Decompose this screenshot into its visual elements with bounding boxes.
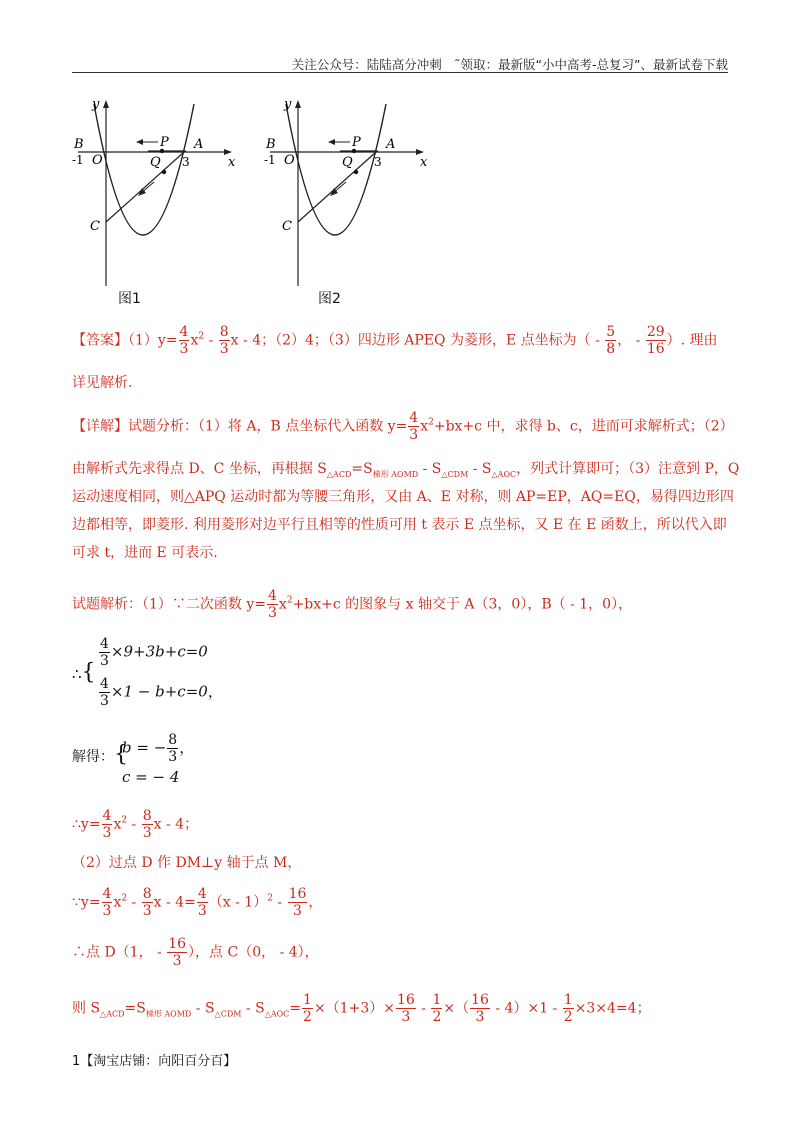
fraction	[99, 676, 110, 709]
numerator: 8	[142, 886, 152, 902]
detail-text: 试题分析：（1）将 A，B 点坐标代入函数 y=	[128, 418, 408, 435]
fraction	[219, 324, 230, 357]
fraction	[646, 324, 666, 357]
solution-text: x - 4；	[153, 816, 199, 833]
area-line	[72, 992, 651, 1025]
fraction	[396, 992, 416, 1025]
solution-text: ∴点 D（1， -	[72, 944, 167, 961]
exponent: 2	[267, 893, 273, 904]
detail-line-4: 边都相等，即菱形. 利用菱形对边平行且相等的性质可用 t 表示 E 点坐标，又 E 在 E 函数上，所以代入即	[72, 517, 727, 533]
equation-text: b = −	[122, 738, 167, 757]
numerator: 8	[142, 808, 152, 824]
denominator: 3	[102, 903, 112, 919]
denominator: 2	[563, 1009, 573, 1025]
equation-text: ×9+3b+c=0	[110, 642, 208, 661]
solution-text: -	[416, 1000, 431, 1017]
page-footer: 1【淘宝店铺：向阳百分百】	[72, 1054, 237, 1069]
solution-text: - 4）×1 -	[490, 1000, 562, 1017]
point-q-label: Q	[342, 155, 353, 170]
solution-text: 则 S	[72, 1000, 101, 1017]
detail-text: - S	[418, 461, 442, 477]
numerator: 4	[179, 324, 189, 340]
detail-line-3: 运动速度相同，则△APQ 运动时都为等腰三角形，又由 A、E 对称，则 AP=EP，AQ=EQ，易得四边形四	[72, 489, 734, 505]
detail-text: =S	[351, 461, 373, 477]
origin-label: O	[92, 153, 103, 168]
part2-title: （2）过点 D 作 DM⊥y 轴于点 M，	[72, 855, 302, 871]
detail-text: 由解析式先求得点 D、C 坐标，再根据 S	[72, 461, 327, 477]
denominator: 3	[100, 693, 109, 709]
answer-text: （1）y=	[128, 332, 178, 349]
page-header: 关注公众号：陆陆高分冲刺 ˜领取：最新版“小中高考-总复习”、最新试卷下载	[291, 57, 728, 72]
numerator: 16	[288, 886, 307, 902]
header-rule	[72, 72, 728, 73]
fraction	[102, 886, 113, 919]
detail-line-1	[72, 410, 734, 443]
detail-text: ，列式计算即可；（3）注意到 P，Q	[516, 461, 740, 477]
solution-text: x - 4=	[153, 894, 196, 911]
equation-1	[98, 636, 208, 669]
point-b-label: B	[74, 137, 84, 152]
therefore-brace	[72, 660, 96, 685]
denominator: 3	[475, 1009, 485, 1025]
fraction	[142, 808, 153, 841]
denominator: 3	[142, 825, 152, 841]
equation-2	[98, 676, 223, 709]
because-line	[72, 886, 322, 919]
fraction	[102, 808, 113, 841]
origin-label: O	[284, 153, 295, 168]
solution-text: ×3×4=4；	[574, 1000, 651, 1017]
solution-text: （x - 1）	[208, 894, 268, 911]
denominator: 3	[268, 605, 277, 621]
solution-text: x	[113, 894, 122, 911]
numerator: 1	[563, 992, 573, 1008]
exponent: 2	[121, 815, 128, 826]
subscript: 梯形 AOMD	[145, 1009, 192, 1019]
numerator: 4	[197, 886, 207, 902]
figure-1-caption: 图1	[118, 291, 141, 307]
numerator: 4	[100, 636, 109, 652]
b-solution	[122, 732, 194, 765]
fraction	[142, 886, 153, 919]
fraction	[288, 886, 308, 919]
denominator: 3	[172, 953, 182, 969]
subscript: △AOC	[264, 1009, 290, 1019]
answer-line-2: 详见解析.	[72, 375, 133, 391]
figure-2-graph	[264, 96, 434, 301]
fraction	[408, 410, 419, 443]
solution-text: -	[127, 816, 141, 833]
therefore-symbol: ∴	[72, 665, 82, 683]
detail-line-2	[72, 458, 739, 486]
detail-tag: 【详解】	[72, 418, 128, 435]
denominator: 3	[219, 341, 229, 357]
denominator: 3	[102, 825, 112, 841]
answer-text: x	[190, 332, 199, 349]
exponent: 2	[286, 595, 293, 606]
solution-text: =S	[124, 1000, 146, 1017]
denominator: 3	[293, 903, 302, 919]
point-p-label: P	[160, 135, 169, 150]
fraction	[267, 588, 278, 621]
numerator: 1	[303, 992, 312, 1008]
neg-one-label: -1	[72, 153, 84, 167]
answer-text: ）. 理由	[666, 332, 718, 349]
solution-text: =	[289, 1000, 302, 1017]
solution-text: x	[278, 596, 287, 613]
solution-text: ∵y=	[72, 894, 101, 911]
numerator: 1	[432, 992, 442, 1008]
denominator: 3	[197, 903, 207, 919]
solution-text: ∴y=	[72, 816, 101, 833]
solution-text: -	[127, 894, 141, 911]
point-b-label: B	[266, 137, 276, 152]
three-label: 3	[182, 155, 190, 169]
solution-text: +bx+c 的图象与 x 轴交于 A（3，0），B（ - 1，0），	[292, 596, 633, 613]
point-a-label: A	[386, 137, 396, 152]
equation-text: ，	[179, 738, 195, 757]
brace-icon: {	[81, 660, 96, 685]
subscript: △ACD	[326, 469, 352, 479]
point-c-label: C	[90, 219, 100, 234]
solution-text: - S	[191, 1000, 215, 1017]
point-a-label: A	[194, 137, 204, 152]
solution-text: ），点 C（0， - 4），	[188, 944, 319, 961]
exponent: 2	[428, 417, 434, 428]
figure-2-caption: 图2	[318, 291, 341, 307]
point-c-label: C	[282, 219, 292, 234]
detail-line-5: 可求 t，进而 E 可表示.	[72, 545, 218, 561]
y-axis-label: y	[284, 97, 292, 112]
result-line	[72, 808, 198, 841]
numerator: 4	[268, 588, 277, 604]
fraction	[431, 992, 442, 1025]
three-label: 3	[374, 155, 382, 169]
subscript: △AOC	[491, 469, 517, 479]
answer-text: x - 4；（2）4；（3）四边形 APEQ 为菱形，E 点坐标为（ -	[230, 332, 605, 349]
denominator: 3	[401, 1009, 411, 1025]
solution-text: ×（1+3）×	[313, 1000, 395, 1017]
denominator: 3	[409, 427, 419, 443]
solution-text: -	[272, 894, 287, 911]
c-solution: c = − 4	[122, 768, 180, 786]
figure-2	[264, 96, 434, 301]
numerator: 4	[102, 808, 112, 824]
detail-text: +bx+c 中，求得 b、c，进而可求解析式；（2）	[433, 418, 734, 435]
solution-text: x	[113, 816, 122, 833]
fraction	[167, 732, 178, 765]
denominator: 2	[303, 1009, 312, 1025]
subscript: 梯形 AOMD	[372, 469, 419, 479]
answer-tag: 【答案】	[72, 332, 128, 349]
denominator: 3	[168, 749, 178, 765]
figure-1-graph	[72, 96, 242, 301]
point-q-label: Q	[150, 155, 161, 170]
point-d-line	[72, 936, 319, 969]
solution-text: ，	[308, 894, 323, 911]
solution-line-1	[72, 588, 632, 621]
solution-text: - S	[241, 1000, 265, 1017]
fraction	[302, 992, 313, 1025]
y-axis-label: y	[92, 97, 100, 112]
fraction	[179, 324, 190, 357]
answer-text: -	[204, 332, 218, 349]
detail-text: - S	[468, 461, 492, 477]
fraction	[197, 886, 208, 919]
fraction	[563, 992, 574, 1025]
numerator: 4	[102, 886, 112, 902]
fraction	[470, 992, 490, 1025]
numerator: 8	[219, 324, 229, 340]
denominator: 3	[100, 653, 109, 669]
solve-label	[72, 742, 128, 767]
figure-1	[72, 96, 242, 301]
exponent: 2	[121, 893, 128, 904]
numerator: 16	[396, 992, 415, 1008]
fraction	[167, 936, 187, 969]
denominator: 3	[142, 903, 152, 919]
answer-line-1	[72, 324, 718, 357]
solve-text: 解得：	[72, 749, 114, 765]
numerator: 5	[606, 324, 616, 340]
numerator: 8	[168, 732, 178, 748]
subscript: △CDM	[214, 1009, 242, 1019]
neg-one-label: -1	[264, 153, 276, 167]
numerator: 16	[168, 936, 187, 952]
detail-text: x	[420, 418, 429, 435]
fraction	[605, 324, 616, 357]
numerator: 4	[409, 410, 419, 426]
numerator: 4	[100, 676, 109, 692]
equation-text: ×1 − b+c=0	[110, 682, 208, 701]
x-axis-label: x	[228, 155, 236, 170]
equation-text: ，	[207, 682, 223, 701]
denominator: 8	[606, 341, 616, 357]
subscript: △ACD	[100, 1009, 125, 1019]
point-p-label: P	[352, 135, 361, 150]
x-axis-label: x	[420, 155, 428, 170]
fraction	[99, 636, 110, 669]
brace-icon: {	[114, 742, 128, 767]
numerator: 16	[471, 992, 489, 1008]
denominator: 3	[179, 341, 189, 357]
numerator: 29	[646, 324, 665, 340]
solution-text: ×（	[443, 1000, 470, 1017]
denominator: 16	[646, 341, 665, 357]
exponent: 2	[198, 331, 205, 342]
answer-text: ， -	[617, 332, 645, 349]
denominator: 2	[432, 1009, 442, 1025]
subscript: △CDM	[441, 469, 469, 479]
solution-text: 试题解析：（1）∵二次函数 y=	[72, 596, 266, 613]
